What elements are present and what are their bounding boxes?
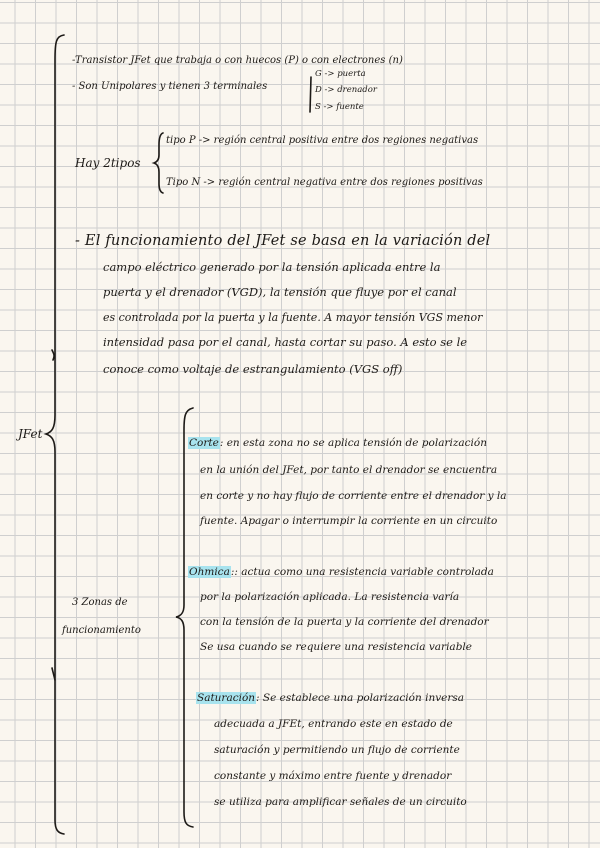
topic-label: JFet (18, 427, 43, 441)
functioning-line-3: puerta y el drenador (VGD), la tensión que fluye por el canal (103, 285, 457, 299)
terminal-gate: G -> puerta (315, 69, 366, 79)
corte-title: Corte (189, 437, 219, 449)
functioning-line-5: intensidad pasa por el canal, hasta cortar su paso. A esto se le (103, 335, 468, 349)
intro-line-2: - Son Unipolares y tienen 3 terminales (72, 81, 268, 92)
saturacion-text-1: : Se establece una polarización inversa (256, 692, 465, 704)
ohmica-line-2: por la polarización aplicada. La resistencia varía (200, 591, 460, 603)
terminal-source: S -> fuente (315, 102, 364, 112)
corte-line-1 (188, 438, 487, 449)
type-p: tipo P -> región central positiva entre dos regiones negativas (166, 135, 479, 146)
ohmica-text-1: :: actua como una resistencia variable controlada (230, 566, 494, 578)
functioning-line-2: campo eléctrico generado por la tensión aplicada entre la (103, 260, 441, 274)
saturacion-line-5: se utiliza para amplificar señales de un circuito (214, 796, 467, 808)
ohmica-line-1 (188, 567, 494, 578)
saturacion-line-1 (196, 693, 464, 704)
functioning-line-4: es controlada por la puerta y la fuente. A mayor tensión VGS menor (103, 311, 483, 324)
ohmica-line-4: Se usa cuando se requiere una resistencia variable (200, 641, 472, 653)
saturacion-line-4: constante y máximo entre fuente y drenador (214, 770, 452, 782)
ohmica-title: Ohmica (189, 566, 230, 578)
ohmica-line-3: con la tensión de la puerta y la corriente del drenador (200, 616, 489, 628)
corte-text-1: : en esta zona no se aplica tensión de polarización (219, 437, 487, 449)
corte-line-4: fuente. Apagar o interrumpir la corriente en un circuito (200, 515, 498, 527)
corte-line-2: en la unión del JFet, por tanto el drenador se encuentra (200, 464, 498, 476)
functioning-line-1: - El funcionamiento del JFet se basa en la variación del (75, 233, 491, 249)
zones-label-line-2: funcionamiento (62, 625, 141, 636)
zones-label-line-1: 3 Zonas de (72, 597, 128, 608)
terminal-drain: D -> drenador (315, 85, 377, 95)
intro-line-1: -Transistor JFet que trabaja o con huecos (P) o con electrones (n) (72, 55, 403, 66)
corte-line-3: en corte y no hay flujo de corriente entre el drenador y la (200, 490, 507, 502)
types-label: Hay 2tipos (75, 156, 141, 170)
functioning-line-6: conoce como voltaje de estrangulamiento (VGS off) (103, 362, 403, 376)
saturacion-title: Saturación (197, 692, 256, 704)
saturacion-line-2: adecuada a JFEt, entrando este en estado de (214, 718, 453, 730)
type-n: Tipo N -> región central negativa entre dos regiones positivas (166, 177, 483, 188)
saturacion-line-3: saturación y permitiendo un flujo de corriente (214, 744, 460, 756)
